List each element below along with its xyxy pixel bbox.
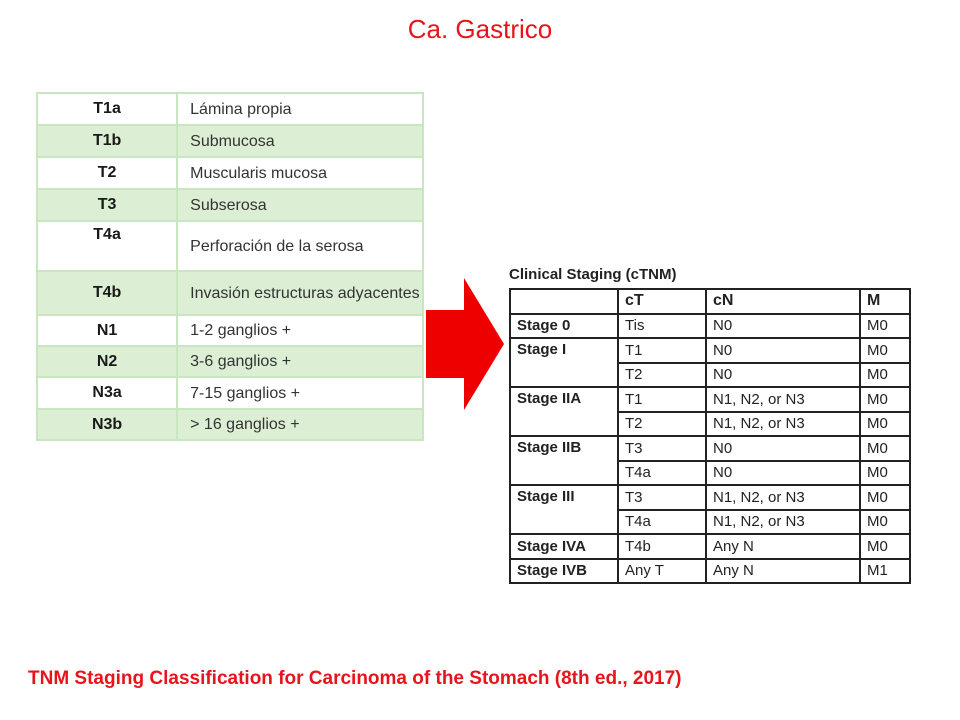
tnm-code: T2 [37,157,177,189]
stage-cell: Stage IIB [510,436,618,485]
tnm-code: T4b [37,271,177,315]
tnm-classification-table [36,92,424,441]
cn-cell: Any N [706,559,860,584]
cn-cell: N0 [706,338,860,363]
ct-cell: T4a [618,461,706,486]
ct-cell: Any T [618,559,706,584]
cn-cell: N1, N2, or N3 [706,387,860,412]
tnm-description: 3-6 ganglios + [177,346,423,377]
tnm-code: N2 [37,346,177,377]
table-row [510,485,910,510]
cn-cell: N1, N2, or N3 [706,510,860,535]
ct-cell: T4b [618,534,706,559]
stage-cell: Stage IVA [510,534,618,559]
tnm-description: 7-15 ganglios + [177,377,423,409]
ct-cell: T1 [618,387,706,412]
table-row [510,338,910,363]
m-cell: M0 [860,387,910,412]
stage-cell: Stage 0 [510,314,618,339]
table-row [37,315,423,346]
m-cell: M0 [860,534,910,559]
column-header [510,289,618,314]
tnm-description: Invasión estructuras adyacentes [177,271,423,315]
table-row [37,125,423,157]
ct-cell: T2 [618,412,706,437]
ct-cell: T3 [618,436,706,461]
table-row [510,314,910,339]
table-row [510,534,910,559]
tnm-code: T1b [37,125,177,157]
cn-cell: N0 [706,461,860,486]
cn-cell: N1, N2, or N3 [706,485,860,510]
m-cell: M0 [860,314,910,339]
table-row [37,409,423,440]
table-row [510,387,910,412]
stage-cell: Stage III [510,485,618,534]
cn-cell: N0 [706,363,860,388]
table-row [37,189,423,221]
cn-cell: N0 [706,436,860,461]
table-header-row [510,289,910,314]
column-header: cN [706,289,860,314]
page-title: Ca. Gastrico [407,14,553,44]
m-cell: M0 [860,510,910,535]
m-cell: M0 [860,461,910,486]
stage-cell: Stage I [510,338,618,387]
tnm-code: N3a [37,377,177,409]
tnm-code: T4a [37,221,177,271]
clinical-staging-table [509,288,911,584]
clinical-staging-title: Clinical Staging (cTNM) [509,266,677,283]
tnm-description: Subserosa [177,189,423,221]
m-cell: M0 [860,485,910,510]
m-cell: M0 [860,338,910,363]
stage-cell: Stage IIA [510,387,618,436]
cn-cell: N1, N2, or N3 [706,412,860,437]
table-row [37,157,423,189]
table-row [510,559,910,584]
stage-cell: Stage IVB [510,559,618,584]
tnm-code: N3b [37,409,177,440]
tnm-description: Submucosa [177,125,423,157]
table-row [37,377,423,409]
ct-cell: T1 [618,338,706,363]
tnm-code: T3 [37,189,177,221]
tnm-description: Lámina propia [177,93,423,125]
cn-cell: Any N [706,534,860,559]
column-header: M [860,289,910,314]
m-cell: M0 [860,363,910,388]
table-row [37,221,423,271]
cn-cell: N0 [706,314,860,339]
ct-cell: T2 [618,363,706,388]
ct-cell: T4a [618,510,706,535]
table-row [37,346,423,377]
table-row [37,271,423,315]
m-cell: M0 [860,436,910,461]
tnm-description: > 16 ganglios + [177,409,423,440]
tnm-code: N1 [37,315,177,346]
tnm-description: 1-2 ganglios + [177,315,423,346]
table-row [510,436,910,461]
m-cell: M1 [860,559,910,584]
m-cell: M0 [860,412,910,437]
tnm-description: Perforación de la serosa [177,221,423,271]
column-header: cT [618,289,706,314]
table-row [37,93,423,125]
caption: TNM Staging Classification for Carcinoma of the Stomach (8th ed., 2017) [28,668,682,689]
tnm-code: T1a [37,93,177,125]
tnm-description: Muscularis mucosa [177,157,423,189]
ct-cell: Tis [618,314,706,339]
right-arrow-icon [426,278,506,410]
ct-cell: T3 [618,485,706,510]
